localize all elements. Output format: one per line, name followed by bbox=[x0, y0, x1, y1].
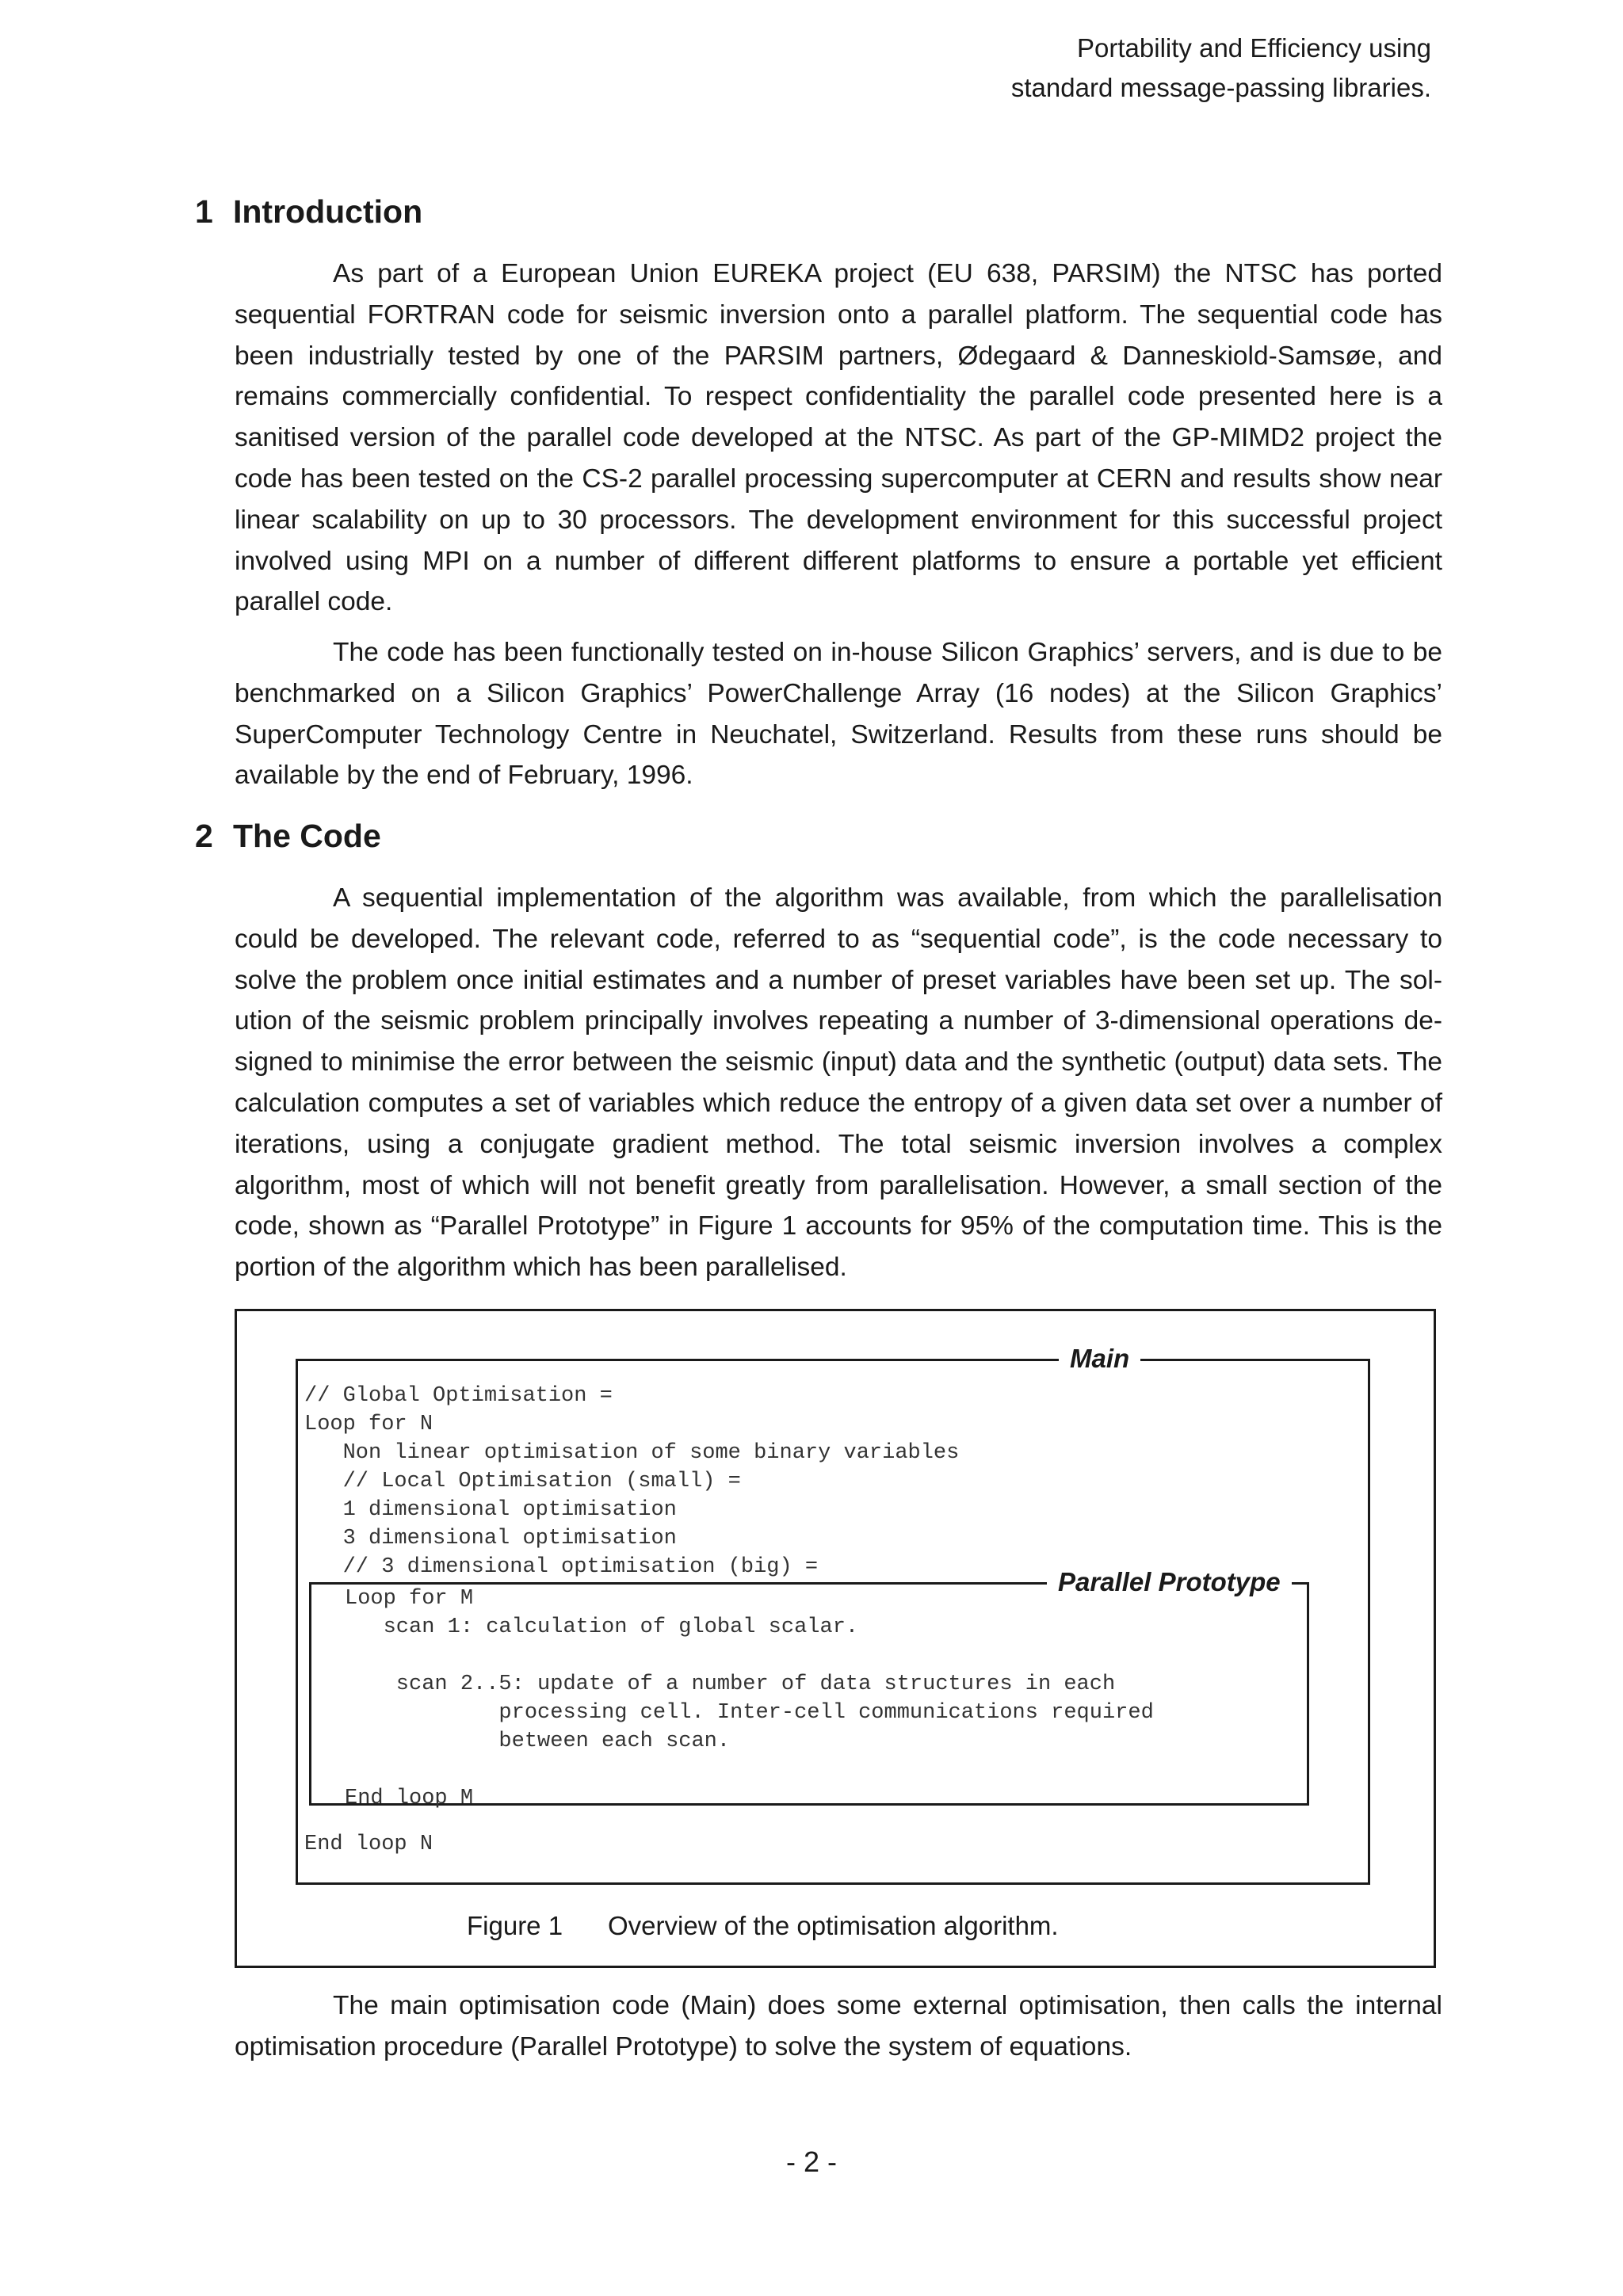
running-header-line-2: standard message-passing libraries. bbox=[1010, 73, 1431, 102]
parallel-prototype-code: Loop for M scan 1: calculation of global scalar. scan 2..5: update of a number of data structures in each processing cell. Inter-cell communications required between each scan. End loop M bbox=[345, 1587, 1154, 1810]
running-header bbox=[1011, 29, 1431, 108]
main-code-top: // Global Optimisation = Loop for N Non linear optimisation of some binary variables // Local Optimisation (small) = 1 dimensional optimisation 3 dimensional optimisation // 3 dimensional optimisation (big) = bbox=[304, 1384, 960, 1579]
section-heading-the-code bbox=[195, 816, 381, 856]
section-number: 2 bbox=[195, 818, 213, 854]
paragraph-code-2: The main optimisation code (Main) does some external optimisation, then calls the internal optimisation procedure (Parallel Prototype) to solve the system of equations. bbox=[235, 1991, 1442, 2061]
paragraph-intro-1: As part of a European Union EUREKA project (EU 638, PARSIM) the NTSC has ported sequential FORTRAN code for seismic inversion onto a parallel platform. The sequential code has been industrially tested by one of the PARSIM partners, Ødegaard & Danneskiold-Samsøe, and remains commercially confidential. To respect confidentiality the parallel code presented here is a sanitised version of the parallel code developed at the NTSC. As part of the GP-MIMD2 project the code has been tested on the CS-2 parallel processing supercomputer at CERN and results show near linear scalability on up to 30 processors. The development environment for this successful project involved using MPI on a number of different different platforms to ensure a portable yet efficient parallel code. bbox=[235, 259, 1442, 617]
main-box bbox=[296, 1344, 1370, 1885]
section-number: 1 bbox=[195, 193, 213, 230]
figure-1 bbox=[235, 1309, 1436, 1968]
figure-caption-text: Overview of the optimisation algorithm. bbox=[608, 1911, 1059, 1940]
section-title: The Code bbox=[233, 818, 381, 854]
main-box-label: Main bbox=[1059, 1343, 1140, 1375]
paragraph-code-1: A sequential implementation of the algorithm was available, from which the parallelisation could be developed. The relevant code, referred to as “sequential code”, is the code necessary to solve the problem once initial estimates and a number of preset variables have been set up. The solution of the seismic problem principally involves repeating a number of 3-dimensional operations designed to minimise the error between the seismic (input) data and the synthetic (output) data sets. The calculation computes a set of variables which reduce the entropy of a given data set over a number of iterations, using a conjugate gradient method. The total seismic inversion involves a complex algorithm, most of which will not benefit greatly from parallelisation. However, a small section of the code, shown as “Parallel Prototype” in Figure 1 accounts for 95% of the computation time. This is the portion of the algorithm which has been parallelised. bbox=[235, 883, 1442, 1283]
figure-caption bbox=[467, 1910, 1059, 1942]
page-number: - 2 - bbox=[785, 2145, 837, 2178]
main-code-bottom: End loop N bbox=[304, 1833, 433, 1856]
section-title: Introduction bbox=[233, 193, 423, 230]
section-heading-introduction bbox=[195, 192, 422, 231]
paragraph-intro-2: The code has been functionally tested on in-house Silicon Graphics’ servers, and is due to be benchmarked on a Silicon Graphics’ PowerChallenge Array (16 nodes) at the Silicon Graphics’ SuperComputer Technology Centre in Neuchatel, Switzerland. Results from these runs should be available by the end of February, 1996. bbox=[235, 638, 1442, 791]
running-header-line-1: Portability and Efficiency using bbox=[1077, 33, 1431, 63]
parallel-prototype-box bbox=[309, 1567, 1309, 1810]
parallel-prototype-label: Parallel Prototype bbox=[1047, 1566, 1292, 1598]
figure-caption-number: Figure 1 bbox=[467, 1911, 563, 1940]
